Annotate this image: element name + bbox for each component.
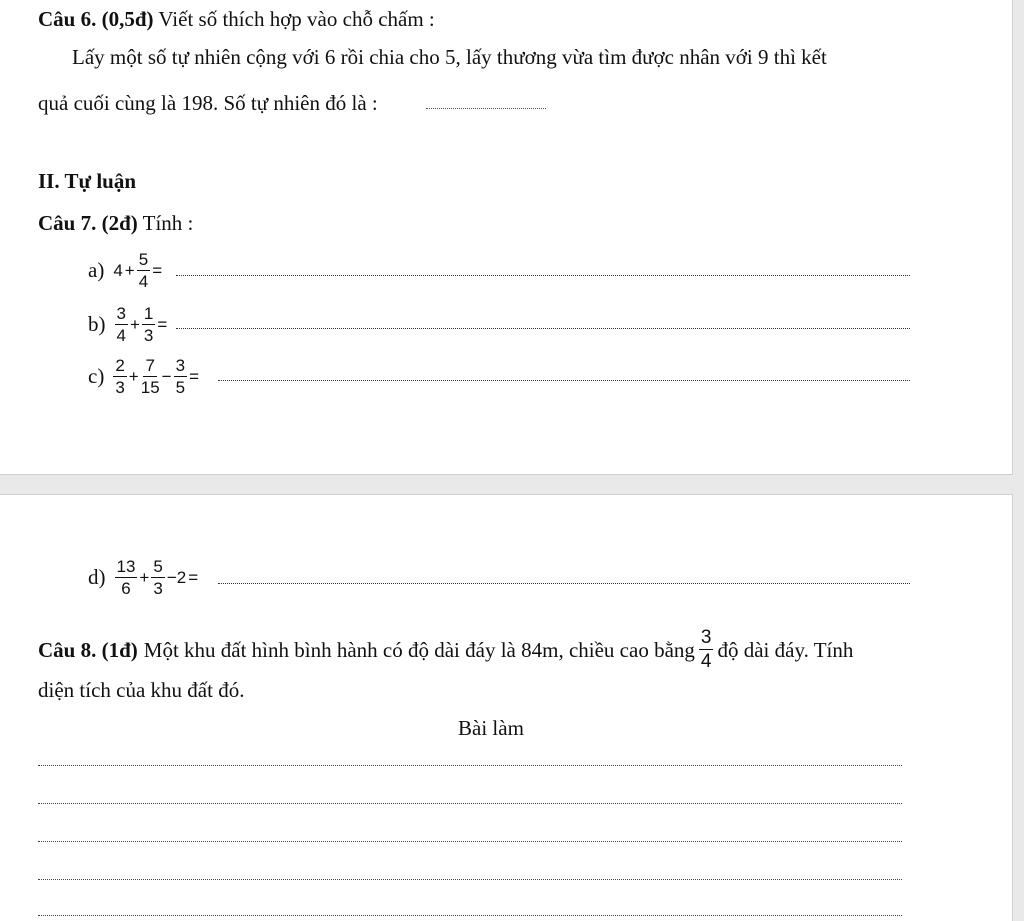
q6-line-2 (38, 90, 378, 116)
q7-b-num1: 3 (116, 304, 126, 323)
q7-b-label: b) (88, 312, 106, 336)
q6-line-2-text: quả cuối cùng là 198. Số tự nhiên đó là : (38, 91, 378, 115)
q7-d-den2: 3 (153, 579, 163, 598)
q7-d-label: d) (88, 565, 106, 589)
q8-fraction (699, 627, 714, 672)
page-2 (0, 494, 1013, 921)
q8-line-2: diện tích của khu đất đó. (38, 678, 245, 702)
q7-c-num2: 7 (145, 356, 155, 375)
answer-line-3[interactable] (38, 841, 902, 842)
q7-b-num2: 1 (143, 304, 154, 323)
q7-b-op1: + (129, 314, 140, 334)
q7-b-fraction-1 (115, 304, 128, 345)
q7-b-fraction-2 (142, 304, 155, 345)
q7-d-fraction-2 (151, 557, 164, 598)
q7-a-whole: 4 (113, 260, 123, 280)
q7-a-den: 4 (138, 272, 149, 291)
q7-c-fraction-1 (113, 356, 126, 397)
q7-d-num1: 13 (116, 557, 136, 576)
q7-c-label: c) (88, 364, 105, 388)
q7-d-num2: 5 (153, 557, 163, 576)
q7-d-fraction-1 (115, 557, 138, 598)
q7-c-fraction-2 (141, 356, 160, 397)
q7-c-num1: 2 (115, 356, 125, 375)
q7-a-expression (88, 250, 163, 291)
q7-a-fraction (137, 250, 150, 291)
q7-a-num: 5 (138, 250, 149, 269)
q7-d-op1: + (139, 567, 150, 587)
q7-c-den2: 15 (140, 378, 160, 397)
answer-title: Bài làm (458, 716, 524, 740)
answer-line-4[interactable] (38, 879, 902, 880)
q7-a-op1: + (124, 260, 135, 280)
q6-instruction: Viết số thích hợp vào chỗ chấm : (158, 7, 435, 31)
q6-answer-blank[interactable] (426, 108, 546, 109)
q7-b-den1: 4 (116, 326, 126, 345)
q8-frac-num: 3 (700, 627, 712, 648)
q6-label: Câu 6. (0,5đ) (38, 7, 154, 31)
q7-d-answer-blank[interactable] (218, 583, 910, 584)
section-2-title-text: II. Tự luận (38, 169, 137, 193)
q7-label: Câu 7. (2đ) (38, 211, 138, 235)
q7-c-fraction-3 (174, 356, 187, 397)
answer-line-1[interactable] (38, 765, 902, 766)
q7-b-eq: = (157, 314, 168, 334)
q8-text-before: Một khu đất hình bình hành có độ dài đáy là 84m, chiều cao bằng (143, 637, 695, 662)
q7-a-eq: = (152, 260, 163, 280)
q7-a-label: a) (88, 258, 105, 282)
section-2-title (38, 168, 136, 194)
q8-line-1 (38, 627, 853, 672)
q7-b-den2: 3 (143, 326, 154, 345)
q7-c-answer-blank[interactable] (218, 380, 910, 381)
q7-c-den1: 3 (115, 378, 125, 397)
q7-d-op2: −2 (166, 567, 187, 587)
q7-c-num3: 3 (175, 356, 186, 375)
q7-d-den1: 6 (121, 579, 131, 598)
q7-c-den3: 5 (175, 378, 186, 397)
q7-c-eq: = (189, 366, 199, 386)
q7-c-op1: + (128, 366, 139, 386)
q7-c-op2: − (161, 366, 172, 386)
q7-a-answer-blank[interactable] (176, 275, 910, 276)
answer-line-5[interactable] (38, 915, 902, 916)
answer-line-2[interactable] (38, 803, 902, 804)
q6-line-1: Lấy một số tự nhiên cộng với 6 rồi chia cho 5, lấy thương vừa tìm được nhân với 9 thì kết (72, 45, 827, 69)
q8-label: Câu 8. (1đ) (38, 637, 138, 662)
q7-c-expression (88, 356, 200, 397)
q7-b-expression (88, 304, 168, 345)
q7-b-answer-blank[interactable] (176, 328, 910, 329)
q7-d-expression (88, 557, 199, 598)
q7-d-eq: = (188, 567, 199, 587)
q6-heading (38, 6, 435, 32)
q8-frac-den: 4 (700, 651, 712, 672)
q7-instruction: Tính : (142, 211, 194, 235)
q7-heading (38, 210, 193, 236)
q8-text-after: độ dài đáy. Tính (717, 637, 854, 662)
